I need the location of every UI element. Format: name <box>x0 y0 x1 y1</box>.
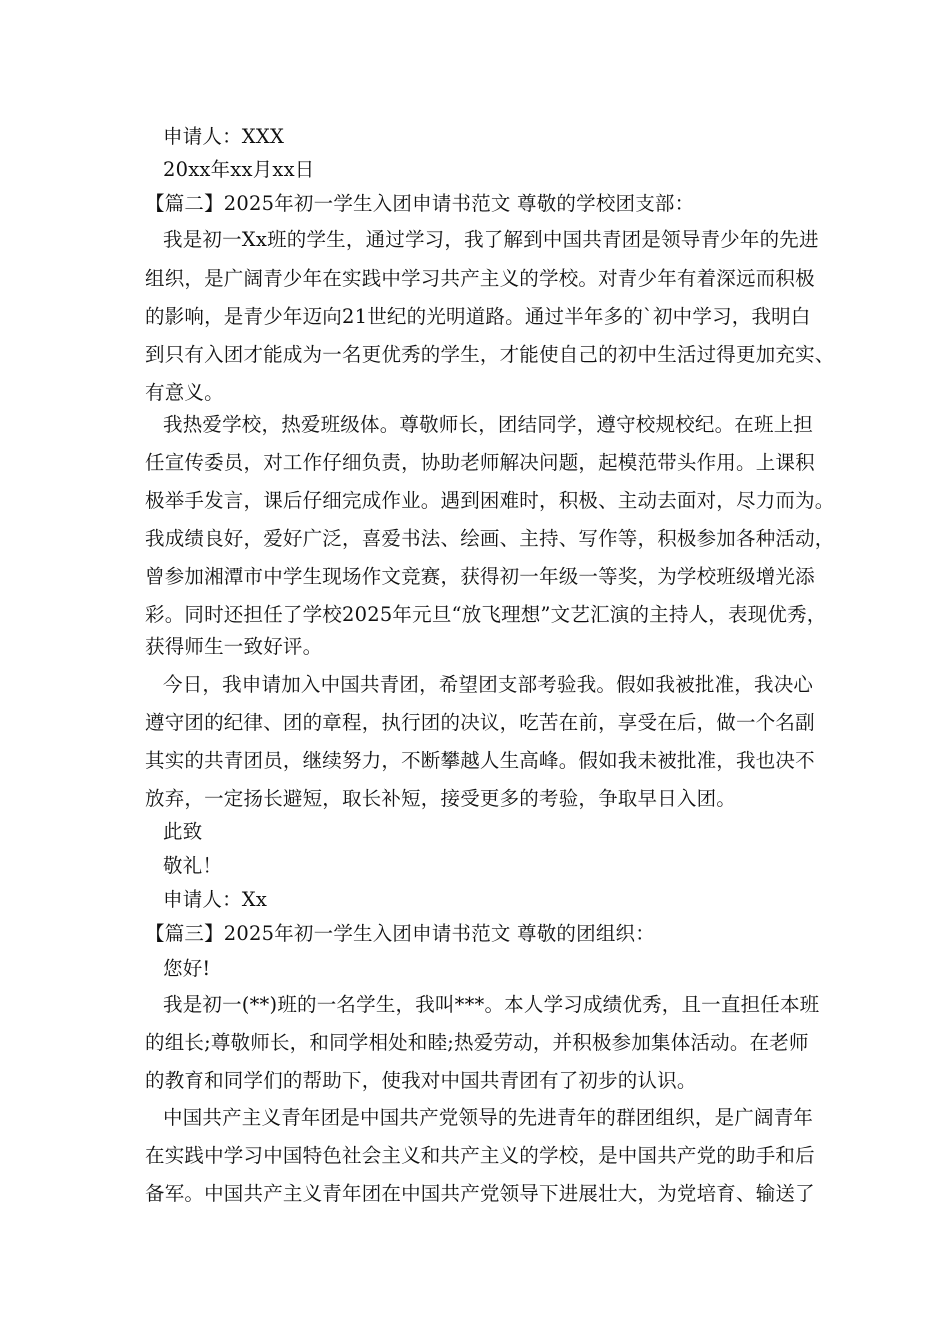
paragraph-line: 的组长;尊敬师长，和同学相处和睦;热爱劳动，并积极参加集体活动。在老师 <box>145 1031 809 1054</box>
signature-line-1: 申请人：XXX <box>163 125 285 148</box>
paragraph-line: 我是初一Xx班的学生，通过学习，我了解到中国共青团是领导青少年的先进 <box>163 228 819 251</box>
paragraph-line: 有意义。 <box>145 381 224 404</box>
section-heading-3: 【篇三】2025年初一学生入团申请书范文 尊敬的团组织： <box>145 922 655 945</box>
paragraph-line: 备军。中国共产主义青年团在中国共产党领导下进展壮大，为党培育、输送了 <box>145 1182 815 1205</box>
paragraph-line: 曾参加湘潭市中学生现场作文竞赛，获得初一年级一等奖，为学校班级增光添 <box>145 565 815 588</box>
paragraph-line: 我热爱学校，热爱班级体。尊敬师长，团结同学，遵守校规校纪。在班上担 <box>163 413 814 436</box>
paragraph-line: 今日，我申请加入中国共青团，希望团支部考验我。假如我被批准，我决心 <box>163 673 814 696</box>
paragraph-line: 我是初一(**)班的一名学生，我叫***。本人学习成绩优秀，且一直担任本班 <box>163 993 820 1016</box>
paragraph-line: 放弃，一定扬长避短，取长补短，接受更多的考验，争取早日入团。 <box>145 787 737 810</box>
section-heading-2: 【篇二】2025年初一学生入团申请书范文 尊敬的学校团支部： <box>145 192 695 215</box>
paragraph-line: 在实践中学习中国特色社会主义和共产主义的学校，是中国共产党的助手和后 <box>145 1144 815 1167</box>
paragraph-line: 极举手发言，课后仔细完成作业。遇到困难时，积极、主动去面对，尽力而为。 <box>145 489 835 512</box>
paragraph-line: 获得师生一致好评。 <box>145 635 323 658</box>
paragraph-line: 彩。同时还担任了学校2025年元旦“放飞理想”文艺汇演的主持人，表现优秀， <box>145 603 827 626</box>
paragraph-line: 中国共产主义青年团是中国共产党领导的先进青年的群团组织，是广阔青年 <box>163 1106 814 1129</box>
paragraph-line: 我成绩良好，爱好广泛，喜爱书法、绘画、主持、写作等，积极参加各种活动， <box>145 527 835 550</box>
date-line: 20xx年xx月xx日 <box>163 158 315 181</box>
paragraph-line: 遵守团的纪律、团的章程，执行团的决议，吃苦在前，享受在后，做一个名副 <box>145 711 815 734</box>
paragraph-line: 到只有入团才能成为一名更优秀的学生，才能使自己的初中生活过得更加充实、 <box>145 343 835 366</box>
paragraph-line: 组织，是广阔青少年在实践中学习共产主义的学校。对青少年有着深远而积极 <box>145 267 815 290</box>
paragraph-line: 其实的共青团员，继续努力，不断攀越人生高峰。假如我未被批准，我也决不 <box>145 749 815 772</box>
closing-line: 此致 <box>163 820 203 843</box>
paragraph-line: 任宣传委员，对工作仔细负责，协助老师解决问题，起模范带头作用。上课积 <box>145 451 815 474</box>
signature-line-2: 申请人：Xx <box>163 888 268 911</box>
paragraph-line: 的教育和同学们的帮助下，使我对中国共青团有了初步的认识。 <box>145 1069 697 1092</box>
salutation-line: 敬礼！ <box>163 854 223 877</box>
paragraph-line: 的影响，是青少年迈向21世纪的光明道路。通过半年多的`初中学习，我明白 <box>145 305 811 328</box>
greeting-line: 您好! <box>163 957 211 980</box>
